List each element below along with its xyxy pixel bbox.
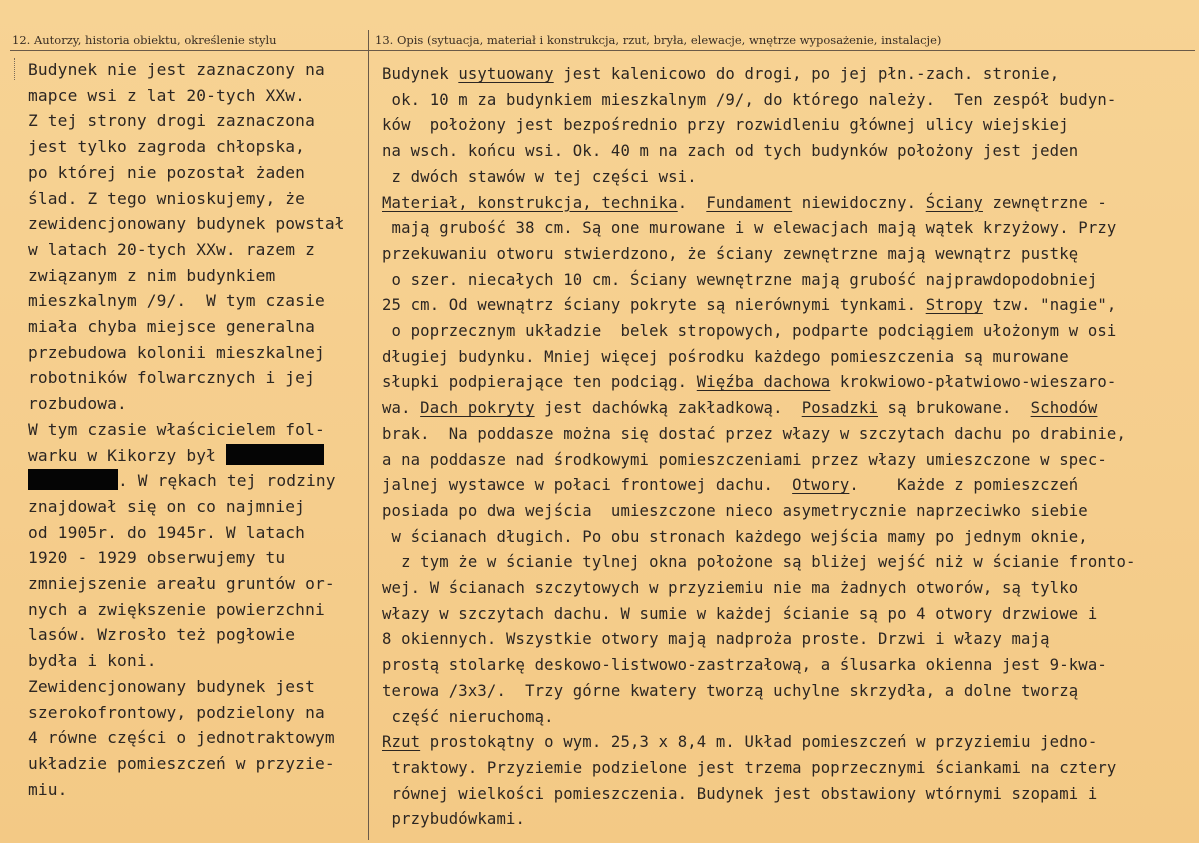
history-line: Zewidencjonowany budynek jest xyxy=(28,676,315,696)
history-line-redacted xyxy=(28,443,363,469)
header-rule xyxy=(10,50,1195,51)
description-fragment: krokwiowo-płatwiowo-wieszaro- xyxy=(830,373,1117,392)
underlined-term: Rzut xyxy=(382,733,421,752)
redaction-block xyxy=(28,469,118,490)
description-line xyxy=(382,293,1194,319)
description-fragment: tzw. "nagie", xyxy=(982,296,1117,315)
description-line: część nieruchomą. xyxy=(382,707,554,726)
description-line: przekuwaniu otworu stwierdzono, że ściany zewnętrzne mają wewnątrz pustkę xyxy=(382,244,1079,263)
description-line: brak. Na poddasze można się dostać przez włazy w szczytach dachu po drabinie, xyxy=(382,424,1126,443)
history-line: przebudowa kolonii mieszkalnej xyxy=(28,342,325,362)
description-line: ok. 10 m za budynkiem mieszkalnym /9/, do którego należy. Ten zespół budyn- xyxy=(382,90,1117,109)
history-line: Budynek nie jest zaznaczony na xyxy=(28,60,325,79)
history-line: ślad. Z tego wnioskujemy, że xyxy=(28,188,306,208)
description-line: posiada po dwa wejścia umieszczone nieco asymetrycznie naprzeciwko siebie xyxy=(382,501,1088,520)
history-line: zmniejszenie areału gruntów or- xyxy=(28,574,335,594)
description-line: z tym że w ścianie tylnej okna położone są bliżej wejść niż w ścianie fronto- xyxy=(382,553,1136,572)
description-line: traktowy. Przyziemie podzielone jest trzema poprzecznymi ściankami na cztery xyxy=(382,758,1117,777)
underlined-term: Fundament xyxy=(706,193,793,212)
description-line: a na poddasze nad środkowymi pomieszczeniami przez włazy umieszczone w spec- xyxy=(382,450,1107,469)
history-line: mieszkalnym /9/. W tym czasie xyxy=(28,291,325,311)
description-fragment: Budynek xyxy=(382,65,459,83)
underlined-term: Dach pokryty xyxy=(420,399,535,418)
history-line: W tym czasie właścicielem fol- xyxy=(28,419,325,439)
underlined-term: Posadzki xyxy=(801,399,879,418)
description-fragment: są brukowane. xyxy=(878,399,1031,418)
history-line: szerokofrontowy, podzielony na xyxy=(28,702,325,722)
history-line: znajdował się on co najmniej xyxy=(28,496,306,516)
description-line xyxy=(382,370,1194,396)
history-line: związanym z nim budynkiem xyxy=(28,265,276,285)
description-line: wej. W ścianach szczytowych w przyziemiu nie ma żadnych otworów, są tylko xyxy=(382,579,1079,598)
description-line: 8 okiennych. Wszystkie otwory mają nadproża proste. Drzwi i włazy mają xyxy=(382,630,1050,649)
margin-mark xyxy=(14,58,17,80)
redaction-block xyxy=(226,444,324,465)
description-fragment: słupki podpierające ten podciąg. xyxy=(382,373,697,392)
description-fragment: zewnętrzne - xyxy=(982,193,1107,212)
description-text xyxy=(382,62,1194,833)
column-divider xyxy=(368,30,369,840)
underlined-term: Stropy xyxy=(925,296,983,315)
history-line: bydła i koni. xyxy=(28,651,157,671)
description-fragment: wa. xyxy=(382,399,421,418)
history-line: Z tej strony drogi zaznaczona xyxy=(28,111,315,131)
history-line: lasów. Wzrosło też pogłowie xyxy=(28,625,296,645)
description-fragment: jalnej wystawce w połaci frontowej dachu. xyxy=(382,476,793,495)
description-line: mają grubość 38 cm. Są one murowane i w elewacjach mają wątek krzyżowy. Przy xyxy=(382,219,1117,238)
description-line: w ścianach długich. Po obu stronach każdego wejścia mamy po jednym oknie, xyxy=(382,527,1088,546)
description-line: równej wielkości pomieszczenia. Budynek jest obstawiony wtórnymi szopami i xyxy=(382,784,1098,803)
description-line: długiej budynku. Mniej więcej pośrodku każdego pomieszczenia są murowane xyxy=(382,347,1069,366)
underlined-term: Ściany xyxy=(925,193,983,212)
description-fragment: prostokątny o wym. 25,3 x 8,4 m. Układ pomieszczeń w przyziemiu jedno- xyxy=(420,733,1098,752)
description-line: o poprzecznym układzie belek stropowych, podparte podciągiem ułożonym w osi xyxy=(382,322,1117,341)
description-line: z dwóch stawów w tej części wsi. xyxy=(382,167,697,186)
history-line: jest tylko zagroda chłopska, xyxy=(28,137,306,157)
history-line: po której nie pozostał żaden xyxy=(28,162,306,182)
description-fragment: niewidoczny. xyxy=(792,193,926,212)
description-line: terowa /3x3/. Trzy górne kwatery tworzą uchylne skrzydła, a dolne tworzą xyxy=(382,681,1079,700)
description-line: o szer. niecałych 10 cm. Ściany wewnętrzne mają grubość najprawdopodobniej xyxy=(382,270,1098,289)
description-line: ków położony jest bezpośrednio przy rozwidleniu głównej ulicy wiejskiej xyxy=(382,116,1069,135)
history-line: zewidencjonowany budynek powstał xyxy=(28,214,345,234)
description-line xyxy=(382,396,1194,422)
history-line: mapce wsi z lat 20-tych XXw. xyxy=(28,85,306,105)
description-fragment: jest kalenicowo do drogi, po jej płn.-zach. stronie, xyxy=(553,65,1060,83)
history-line: miu. xyxy=(28,779,68,799)
history-line: 4 równe części o jednotraktowym xyxy=(28,728,335,748)
description-fragment: . xyxy=(677,193,707,212)
history-text xyxy=(28,57,363,802)
underlined-term: Schodów xyxy=(1030,399,1098,418)
history-line: rozbudowa. xyxy=(28,394,127,414)
description-line xyxy=(382,730,1194,756)
description-line: przybudówkami. xyxy=(382,810,526,829)
description-line xyxy=(382,191,1194,217)
history-line-redacted xyxy=(28,468,363,494)
history-text-fragment: warku w Kikorzy był xyxy=(28,445,226,465)
history-line: robotników folwarcznych i jej xyxy=(28,368,315,388)
history-line: 1920 - 1929 obserwujemy tu xyxy=(28,548,286,568)
description-line: włazy w szczytach dachu. W sumie w każdej ścianie są po 4 otwory drzwiowe i xyxy=(382,604,1098,623)
underlined-term: usytuowany xyxy=(458,65,554,83)
history-text-fragment: . W rękach tej rodziny xyxy=(118,471,336,491)
description-line: prostą stolarkę deskowo-listwowo-zastrzałową, a ślusarka okienna jest 9-kwa- xyxy=(382,656,1107,675)
description-fragment: jest dachówką zakładkową. xyxy=(534,399,802,418)
history-line: układzie pomieszczeń w przyzie- xyxy=(28,753,335,773)
history-line: w latach 20-tych XXw. razem z xyxy=(28,239,315,259)
description-line xyxy=(382,62,1194,88)
history-line: miała chyba miejsce generalna xyxy=(28,317,315,337)
underlined-term: Materiał, konstrukcja, technika xyxy=(382,193,678,212)
description-line: na wsch. końcu wsi. Ok. 40 m na zach od tych budynków położony jest jeden xyxy=(382,142,1079,161)
description-line xyxy=(382,473,1194,499)
underlined-term: Otwory xyxy=(792,476,850,495)
description-fragment: 25 cm. Od wewnątrz ściany pokryte są nierównymi tynkami. xyxy=(382,296,926,315)
underlined-term: Więźba dachowa xyxy=(696,373,831,392)
history-line: nych a zwiększenie powierzchni xyxy=(28,599,325,619)
left-column-heading: 12. Autorzy, historia obiektu, określenie stylu xyxy=(12,33,277,47)
history-line: od 1905r. do 1945r. W latach xyxy=(28,522,306,542)
description-fragment: . Każde z pomieszczeń xyxy=(849,476,1079,495)
right-column-heading: 13. Opis (sytuacja, materiał i konstrukcja, rzut, bryła, elewacje, wnętrze wyposażenie, instalacje) xyxy=(375,33,942,47)
